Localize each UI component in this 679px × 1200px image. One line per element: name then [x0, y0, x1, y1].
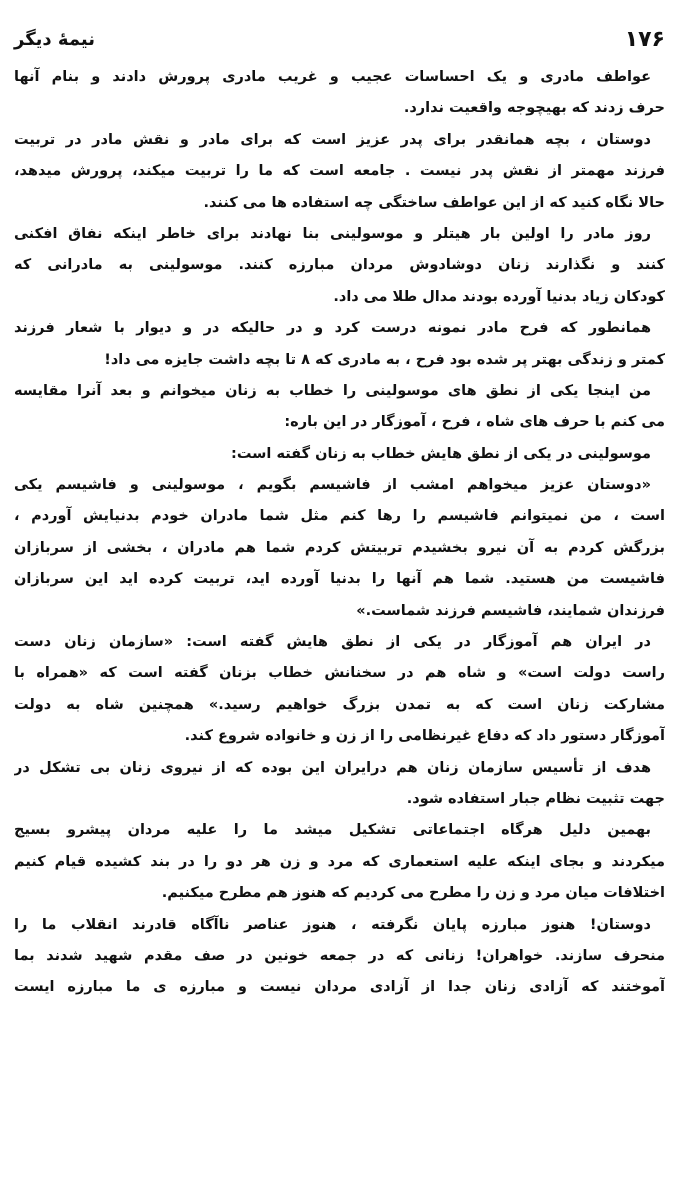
text-line: مشارکت زنان است که به تمدن بزرگ خواهیم رسید.» همچنین شاه به دولت: [14, 696, 665, 713]
text-line: می کنم با حرف های شاه ، فرح ، آموزگار در این باره:: [284, 414, 665, 431]
text-line: من اینجا یکی از نطق های موسولینی را خطاب به زنان میخوانم و بعد آنرا مقایسه: [14, 382, 651, 399]
text-line: آموزگار دستور داد که دفاع غیرنظامی را از زن و خانواده شروع کند.: [184, 728, 665, 745]
text-line: حالا نگاه کنید که از این عواطف ساختگی چه استفاده ها می کنند.: [203, 194, 665, 211]
paragraph: [14, 470, 665, 627]
running-title: نیمهٔ دیگر: [14, 28, 96, 50]
text-line: منحرف سازند. خواهران! زنانی که در جمعه خونین در صف مقدم شهید شدند بما: [14, 947, 665, 964]
text-line: بزرگش کردم به آن نیرو بخشیدم تربیتش کردم شما هم مادران ، بخشی از سربازان: [14, 539, 665, 556]
text-line: اختلافات میان مرد و زن را مطرح می کردیم که هنوز هم مطرح میکنیم.: [161, 885, 665, 902]
text-line: دوستان! هنوز مبارزه پایان نگرفته ، هنوز عناصر ناآگاه قادرند انقلاب ما را: [14, 916, 651, 933]
text-line: موسولینی در یکی از نطق هایش خطاب به زنان گفته است:: [231, 445, 651, 462]
text-line: فرزندان شمایند، فاشیسم فرزند شماست.»: [356, 602, 665, 619]
paragraph: [14, 125, 665, 219]
text-line: عواطف مادری و یک احساسات عجیب و غریب مادری پرورش دادند و بنام آنها: [14, 69, 651, 85]
body-text: [14, 62, 665, 1004]
text-line: بهمین دلیل هرگاه اجتماعاتی تشکیل میشد ما را علیه مردان پیشرو بسیج: [14, 822, 651, 839]
text-line: آموختند که آزادی زنان جدا از آزادی مردان نیست و مبارزه ی ما مبارزه ایست: [14, 979, 665, 996]
text-line: هدف از تأسیس سازمان زنان هم درایران این بوده که از نیروی زنان بی تشکل در: [14, 759, 651, 776]
paragraph: [14, 627, 665, 753]
text-line: همانطور که فرح مادر نمونه درست کرد و در حالیکه در و دیوار با شعار فرزند: [14, 320, 651, 337]
text-line: حرف زدند که بهیچوجه واقعیت ندارد.: [403, 100, 665, 117]
text-line: جهت تثبیت نظام جبار استفاده شود.: [406, 790, 665, 807]
paragraph: [14, 910, 665, 1004]
text-line: راست دولت است» و شاه هم در سخنانش خطاب بزنان گفته است که «همراه با: [14, 665, 665, 682]
text-line: میکردند و بجای اینکه علیه استعماری که مرد و زن هر دو را در بند کشیده قیام کنیم: [14, 853, 665, 870]
text-line: فاشیست من هستید. شما هم آنها را بدنیا آورده اید، تربیت کرده اید این سربازان: [14, 571, 665, 588]
text-line: در ایران هم آموزگار در یکی از نطق هایش گفته است: «سازمان زنان دست: [14, 634, 651, 651]
text-line: است ، من نمیتوانم فاشیسم را رها کنم مثل شما مادران خودم بدنیایش آوردم ،: [14, 508, 665, 525]
paragraph: [14, 219, 665, 313]
paragraph: [14, 313, 665, 376]
paragraph: [14, 62, 665, 125]
paragraph: [14, 753, 665, 816]
page-number: ۱۷۶: [624, 26, 665, 52]
paragraph: [14, 376, 665, 439]
text-line: فرزند مهمتر از نقش پدر نیست . جامعه است که ما را تربیت میکند، پرورش میدهد،: [14, 163, 665, 180]
text-line: روز مادر را اولین بار هیتلر و موسولینی بنا نهادند برای خاطر اینکه نفاق افکنی: [14, 225, 651, 242]
text-line: «دوستان عزیز میخواهم امشب از فاشیسم بگویم ، موسولینی و فاشیسم یکی: [14, 477, 651, 494]
page-header: [14, 22, 665, 56]
text-line: کمتر و زندگی بهتر پر شده بود فرح ، به مادری که ۸ تا بچه داشت جایزه می داد!: [104, 351, 665, 368]
paragraph: [14, 815, 665, 909]
text-line: کنند و نگذارند زنان دوشادوش مردان مبارزه کنند. موسولینی به مادرانی که: [14, 257, 665, 274]
text-line: دوستان ، بچه همانقدر برای پدر عزیز است که برای مادر و نقش مادر در تربیت: [14, 131, 651, 148]
paragraph: [14, 439, 665, 470]
text-line: کودکان زیاد بدنیا آورده بودند مدال طلا می داد.: [333, 288, 665, 305]
